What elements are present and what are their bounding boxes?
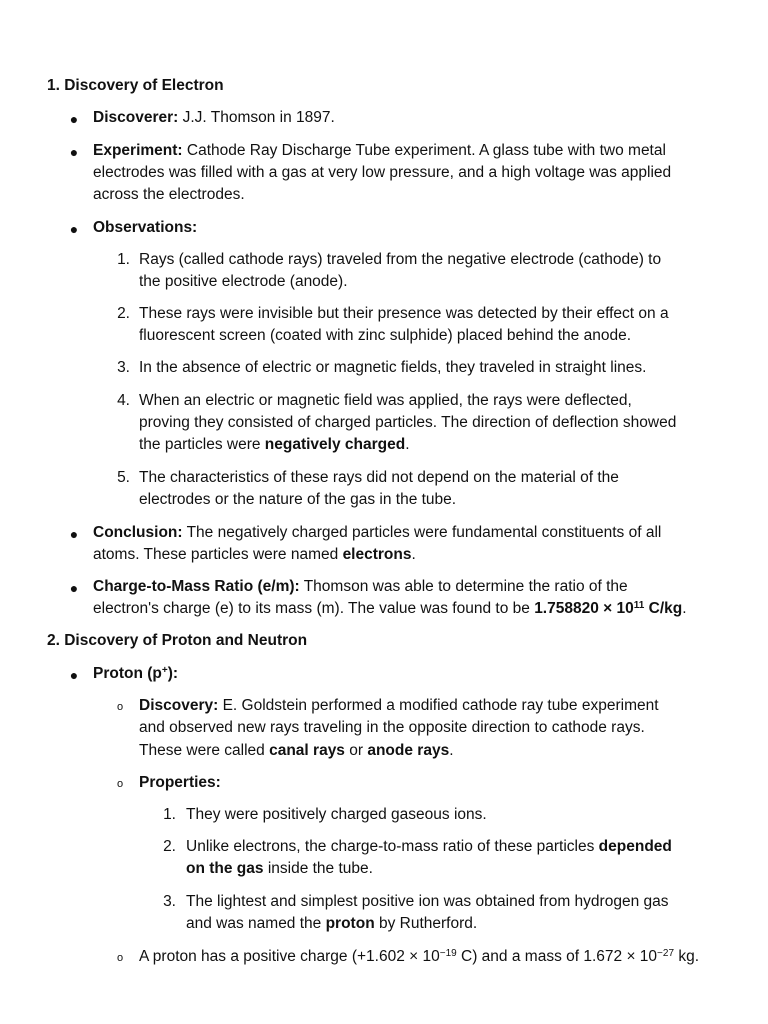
list-number: 1.	[163, 806, 176, 823]
list-number: 5.	[117, 469, 130, 486]
observation-5-line-2: electrodes or the nature of the gas in the tube.	[139, 491, 457, 508]
list-number: 4.	[117, 392, 130, 409]
ratio-line-1: Charge-to-Mass Ratio (e/m): Thomson was able to determine the ratio of the	[93, 578, 628, 595]
bullet-dot-icon: ●	[69, 526, 79, 542]
conclusion-line-1: Conclusion: The negatively charged particles were fundamental constituents of all	[93, 524, 662, 541]
observation-4-line-3: the particles were negatively charged.	[139, 436, 410, 453]
list-number: 1.	[117, 251, 130, 268]
discovery-line-1: Discovery: E. Goldstein performed a modified cathode ray tube experiment	[139, 697, 659, 714]
observation-1-line-2: the positive electrode (anode).	[139, 273, 348, 290]
observations-label: Observations:	[93, 219, 198, 236]
property-3-line-2: and was named the proton by Rutherford.	[186, 915, 478, 932]
observation-2-line-2: fluorescent screen (coated with zinc sulphide) placed behind the anode.	[139, 327, 632, 344]
property-3-line-1: The lightest and simplest positive ion was obtained from hydrogen gas	[186, 893, 669, 910]
experiment-line-2: electrodes was filled with a gas at very low pressure, and a high voltage was applied	[93, 164, 672, 181]
observation-3-line-1: In the absence of electric or magnetic fields, they traveled in straight lines.	[139, 359, 647, 376]
experiment-line-3: across the electrodes.	[93, 186, 245, 203]
list-number: 3.	[117, 359, 130, 376]
bullet-dot-icon: ●	[69, 221, 79, 237]
list-number: 2.	[117, 305, 130, 322]
section-heading-electron: 1. Discovery of Electron	[47, 77, 224, 94]
proton-charge-mass-line: A proton has a positive charge ($+1.602 \times 10^{-19}$ C) and a mass of $1.672 \times 10^{-27}$ kg.	[139, 948, 699, 965]
bullet-dot-icon: ●	[69, 580, 79, 596]
section-heading-proton-neutron: 2. Discovery of Proton and Neutron	[47, 632, 308, 649]
conclusion-line-2: atoms. These particles were named electrons.	[93, 546, 416, 563]
em-ratio-value: $1.758820 \times 10^{11}$ C/kg	[534, 600, 683, 617]
discovery-line-3: These were called canal rays or anode rays.	[139, 742, 454, 759]
discovery-line-2: and observed new rays traveling in the opposite direction to cathode rays.	[139, 719, 645, 736]
observation-4-line-2: proving they consisted of charged particles. The direction of deflection showed	[139, 414, 677, 431]
discoverer-line: Discoverer: J.J. Thomson in 1897.	[93, 109, 335, 126]
property-2-line-2: on the gas inside the tube.	[186, 860, 373, 877]
observation-2-line-1: These rays were invisible but their presence was detected by their effect on a	[139, 305, 669, 322]
ratio-line-2: electron's charge (e) to its mass (m). The value was found to be $1.758820 \times 10^{11}$ C/kg.	[93, 600, 687, 617]
observation-1-line-1: Rays (called cathode rays) traveled from the negative electrode (cathode) to	[139, 251, 662, 268]
proton-label: Proton (p+):	[93, 665, 179, 682]
bullet-circle-icon: o	[116, 778, 124, 790]
bullet-dot-icon: ●	[69, 111, 79, 127]
list-number: 3.	[163, 893, 176, 910]
list-number: 2.	[163, 838, 176, 855]
bullet-dot-icon: ●	[69, 144, 79, 160]
bullet-circle-icon: o	[116, 952, 124, 964]
bullet-circle-icon: o	[116, 701, 124, 713]
bullet-dot-icon: ●	[69, 667, 79, 683]
observation-5-line-1: The characteristics of these rays did not depend on the material of the	[139, 469, 619, 486]
properties-label: Properties:	[139, 774, 221, 791]
observation-4-line-1: When an electric or magnetic field was applied, the rays were deflected,	[139, 392, 632, 409]
property-2-line-1: Unlike electrons, the charge-to-mass ratio of these particles depended	[186, 838, 672, 855]
property-1-line-1: They were positively charged gaseous ions.	[186, 806, 487, 823]
experiment-line-1: Experiment: Cathode Ray Discharge Tube experiment. A glass tube with two metal	[93, 142, 666, 159]
